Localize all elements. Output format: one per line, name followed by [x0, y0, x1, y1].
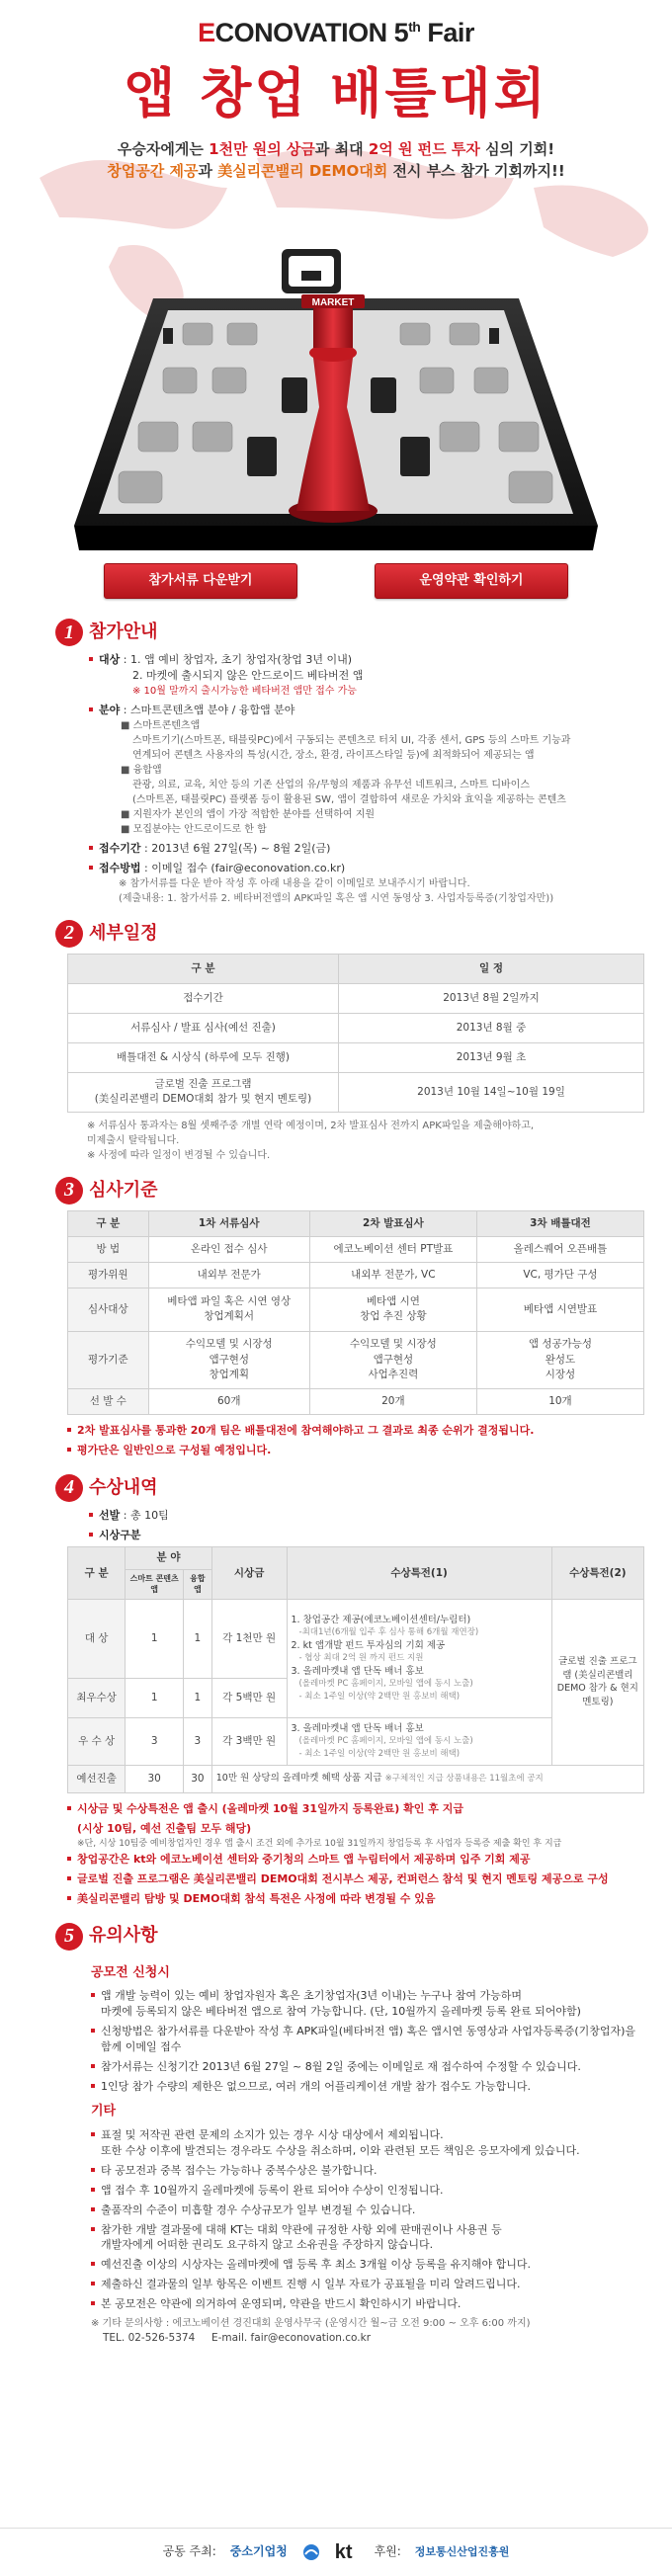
notice-text: 참가한 개발 결과물에 대해 KT는 대회 약관에 규정한 사항 외에 판매권이나 사용권 등 — [101, 2222, 502, 2236]
notice-subtitle-etc: 기타 — [91, 2104, 117, 2119]
awards-note3: 글로벌 진출 프로그램은 美실리콘밸리 DEMO대회 전시부스 제공, 컨퍼런스 참석 및 현지 멘토링 제공으로 구성 — [67, 1871, 644, 1887]
selection-item — [89, 1508, 644, 1524]
special-line: 1. 창업공간 제공(에코노베이션센터/누림터) — [291, 1614, 471, 1625]
prelim-benefit: 10만 원 상당의 올레마켓 혜택 상품 지급 — [215, 1773, 382, 1785]
phone-chessboard-illustration — [54, 229, 618, 555]
notice-item — [91, 2127, 644, 2159]
section-title: 수상내역 — [89, 1476, 158, 1498]
awards-cell — [211, 1765, 643, 1792]
awards-cell: 3 — [184, 1717, 212, 1765]
notice-item: 타 공모전과 중복 접수는 가능하나 중복수상은 불가합니다. — [91, 2163, 644, 2179]
awards-cell: 3 — [126, 1717, 184, 1765]
awards-cell: 1 — [184, 1678, 212, 1717]
criteria-cell: 내외부 전문가, VC — [309, 1262, 476, 1288]
target-note: ※ 10월 말까지 출시가능한 베타버전 앱만 접수 가능 — [132, 685, 357, 697]
criteria-cell: 수익모델 및 시장성 앱구현성 창업계획 — [148, 1331, 309, 1388]
special-line: (올레마켓 PC 홈페이지, 모바일 앱에 동시 노출) — [298, 1678, 473, 1689]
notice-item — [91, 1988, 644, 2020]
target-item — [89, 652, 644, 699]
awards-note2: 창업공간은 kt와 에코노베이션 센터와 중기청의 스마트 앱 누림터에서 제공하며 입주 기회 제공 — [67, 1852, 644, 1868]
awards-header: 융합앱 — [184, 1569, 212, 1599]
section-schedule — [0, 914, 672, 1163]
awards-note1b: (시상 10팀, 예선 진출팀 모두 해당) — [77, 1821, 252, 1835]
footer — [0, 2528, 672, 2576]
criteria-cell: 수익모델 및 시장성 앱구현성 사업추진력 — [309, 1331, 476, 1388]
section-title: 심사기준 — [89, 1179, 158, 1201]
criteria-cell: 20개 — [309, 1388, 476, 1414]
method-note1: ※ 참가서류를 다운 받아 작성 후 아래 내용을 같이 이메일로 보내주시기 바랍니다. — [119, 877, 470, 889]
special-line: - 최소 1주일 이상(약 2백만 원 홍보비 해택) — [298, 1748, 461, 1759]
hero-buttons — [0, 563, 672, 599]
section-awards — [0, 1468, 672, 1907]
section-header — [57, 1917, 644, 1956]
target-label: 대상 — [99, 653, 121, 666]
special-line: - 최소 1주일 이상(약 2백만 원 홍보비 해택) — [298, 1691, 461, 1702]
field-label: 분야 — [99, 703, 121, 716]
awards-note1: 시상금 및 수상특전은 앱 출시 (올레마켓 10월 31일까지 등록완료) 확인 후 지급 — [67, 1801, 644, 1817]
award-type-item — [89, 1528, 644, 1543]
criteria-cell: 온라인 접수 심사 — [148, 1236, 309, 1262]
notice-text: 앱 개발 능력이 있는 예비 창업자원자 혹은 초기창업자(3년 이내)는 누구나 참여 가능하며 — [101, 1989, 522, 2003]
criteria-header: 구 분 — [68, 1210, 149, 1236]
section-participation — [0, 613, 672, 906]
special-line: -최대1년(6개월 입주 후 심사 통해 6개월 재연장) — [298, 1626, 479, 1637]
criteria-cell: 방 법 — [68, 1236, 149, 1262]
hero-line2c: 美실리콘밸리 DEMO대회 — [217, 162, 388, 180]
smba-logo: 중소기업청 — [229, 2544, 288, 2559]
special-line: 2. kt 앱개발 펀드 투자심의 기회 제공 — [291, 1639, 446, 1651]
sponsor-label: 후원: — [374, 2544, 401, 2559]
awards-special1-cell — [287, 1717, 551, 1765]
notice-text: 함께 이메일 접수 — [101, 2040, 182, 2054]
awards-special1-cell — [287, 1599, 551, 1717]
field-item — [89, 703, 644, 837]
method-item — [89, 861, 644, 906]
selection-text: : 총 10팀 — [120, 1508, 169, 1522]
market-sign: MARKET — [311, 297, 355, 308]
awards-note4: 美실리콘밸리 탐방 및 DEMO대회 참석 특전은 사정에 따라 변경될 수 있음 — [67, 1891, 644, 1907]
special-line: (올레마켓 PC 홈페이지, 모바일 앱에 동시 노출) — [298, 1735, 473, 1746]
schedule-note1b: 미제출시 탈락됩니다. — [87, 1134, 180, 1146]
field-smart-content: ■ 스마트콘텐츠앱 — [121, 719, 201, 731]
criteria-cell: 베타앱 파일 혹은 시연 영상 창업계획서 — [148, 1288, 309, 1331]
schedule-cell: 글로벌 진출 프로그램 (美실리콘밸리 DEMO대회 참가 및 현지 멘토링) — [68, 1072, 339, 1112]
awards-cell: 우 수 상 — [68, 1717, 126, 1765]
hero-banner — [0, 0, 672, 603]
special-line: - 협상 최대 2억 원 까지 펀드 지원 — [298, 1652, 424, 1663]
awards-header: 수상특전(2) — [551, 1547, 643, 1599]
brand-text: CONOVATION — [214, 18, 387, 47]
awards-header: 구 분 — [68, 1547, 126, 1599]
selection-label: 선발 — [99, 1508, 121, 1522]
awards-cell: 1 — [126, 1599, 184, 1678]
criteria-cell: 선 발 수 — [68, 1388, 149, 1414]
awards-header: 수상특전(1) — [287, 1547, 551, 1599]
target-2: 2. 마켓에 출시되지 않은 안드로이드 베타버전 앱 — [132, 668, 364, 682]
notice-text: 또한 수상 이후에 발견되는 경우라도 수상을 취소하며, 이와 관련된 모든 책임은 응모자에게 있습니다. — [101, 2143, 580, 2157]
notice-item: 제출하신 결과물의 일부 항목은 이벤트 진행 시 일부 자료가 공표될을 미리 알려드립니다. — [91, 2277, 644, 2292]
schedule-note2: ※ 사정에 따라 일정이 변경될 수 있습니다. — [87, 1149, 271, 1161]
schedule-note1: ※ 서류심사 통과자는 8월 셋째주중 개별 연락 예정이며, 2차 발표심사 전까지 APK파일을 제출해야하고, — [87, 1120, 535, 1131]
notice-text: 개발자에게 어떠한 권리도 요구하지 않고 소유권을 주장하지 않습니다. — [101, 2238, 434, 2252]
section-title: 참가안내 — [89, 621, 158, 642]
notice-subtitle-apply: 공모전 신청시 — [91, 1964, 170, 1980]
hero-brand: ECONOVATION 5th Fair — [198, 18, 474, 47]
awards-cell: 1 — [184, 1599, 212, 1678]
period-item — [89, 841, 644, 857]
section-number: 2 — [55, 920, 83, 948]
section-notices — [0, 1917, 672, 2347]
schedule-cell: 서류심사 / 발표 심사(예선 진출) — [68, 1013, 339, 1042]
notice-item: 본 공모전은 약관에 의거하여 운영되며, 약관을 반드시 확인하시기 바랍니다. — [91, 2296, 644, 2312]
hero-line1e: 심의 기회! — [479, 140, 555, 158]
notice-item: 참가서류는 신청기간 2013년 6월 27일 ~ 8월 2일 중에는 이메일로 재 접수하여 수정할 수 있습니다. — [91, 2059, 644, 2075]
schedule-table — [67, 954, 644, 1113]
awards-cell: 대 상 — [68, 1599, 126, 1678]
notice-item: 1인당 참가 수량의 제한은 없으므로, 여러 개의 어플리케이션 개발 참가 접수도 가능합니다. — [91, 2079, 644, 2095]
awards-special2-cell: 글로벌 진출 프로그램 (美실리콘밸리 DEMO 참가 & 현지 멘토링) — [551, 1599, 643, 1765]
schedule-cell: 2013년 8월 2일까지 — [339, 983, 644, 1013]
field-smart-desc1: 스마트기기(스마트폰, 태블릿PC)에서 구동되는 콘텐츠로 터치 UI, 각종 센서, GPS 등의 스마트 기능과 — [132, 734, 571, 746]
hero-line1d: 2억 원 펀드 투자 — [368, 140, 480, 158]
schedule-header: 구 분 — [68, 954, 339, 983]
notice-text: 마켓에 등록되지 않은 베타버전 앱으로 참여 가능합니다. (단, 10월까지 올레마켓 등록 완료 되어야함) — [101, 2005, 581, 2019]
method-text: : 이메일 접수 (fair@econovation.co.kr) — [140, 861, 346, 874]
period-label: 접수기간 — [99, 841, 141, 855]
section-criteria — [0, 1171, 672, 1458]
awards-cell: 1 — [126, 1678, 184, 1717]
awards-note1c: ※단, 시상 10팀중 예비창업자인 경우 앱 출시 조건 외에 추가로 10월 31일까지 창업등록 후 사업자 등록증 제출 확인 후 지급 — [77, 1838, 562, 1849]
criteria-header: 3차 배틀대전 — [476, 1210, 643, 1236]
contact-tel-email: TEL. 02-526-5374 E-mail. fair@econovation.co.kr — [103, 2332, 372, 2345]
notice-item — [91, 2222, 644, 2254]
awards-cell: 예선진출 — [68, 1765, 126, 1792]
hero-line1a: 우승자에게는 — [117, 140, 210, 158]
section-header — [57, 1171, 644, 1210]
criteria-note2: 평가단은 일반인으로 구성될 예정입니다. — [67, 1443, 644, 1458]
period-text: : 2013년 6월 27일(목) ~ 8월 2일(금) — [140, 841, 331, 855]
field-note2: ■ 모집분야는 안드로이드로 한 함 — [121, 823, 267, 835]
awards-header: 스마트 콘텐츠앱 — [126, 1569, 184, 1599]
field-text: : 스마트콘텐츠앱 분야 / 융합앱 분야 — [120, 703, 295, 716]
awards-cell: 각 3백만 원 — [211, 1717, 287, 1765]
hero-line2b: 과 — [198, 162, 218, 180]
hero-line1b: 1천만 원의 상금 — [209, 140, 315, 158]
download-application-button[interactable]: 참가서류 다운받기 — [104, 563, 297, 599]
awards-table — [67, 1546, 644, 1792]
awards-cell: 30 — [184, 1765, 212, 1792]
criteria-cell: VC, 평가단 구성 — [476, 1262, 643, 1288]
method-note2: (제출내용: 1. 참가서류 2. 베타버전앱의 APK파일 혹은 앱 시연 동영상 3. 사업자등록증(기창업자만)) — [119, 892, 554, 904]
notice-item: 예선진출 이상의 시상자는 올레마켓에 앱 등록 후 최소 3개월 이상 등록을 유지해야 합니다. — [91, 2257, 644, 2273]
edition-suffix: th — [408, 19, 421, 35]
awards-cell: 각 5백만 원 — [211, 1678, 287, 1717]
awards-cell: 최우수상 — [68, 1678, 126, 1717]
criteria-cell: 베타앱 시연 창업 추진 상황 — [309, 1288, 476, 1331]
notice-item: 앱 접수 후 10월까지 올레마켓에 등록이 완료 되어야 수상이 인정됩니다. — [91, 2183, 644, 2199]
awards-header: 시상금 — [211, 1547, 287, 1599]
award-type-label: 시상구분 — [99, 1528, 141, 1541]
field-conv-desc1: 관광, 의료, 교육, 치안 등의 기존 산업의 유/무형의 제품과 유무선 네트워크, 스마트 디바이스 — [132, 779, 530, 790]
field-conv-desc2: (스마트폰, 태블릿PC) 플랫폼 등이 활용된 SW, 앱이 결합하여 새로운 가치와 효익을 제공하는 콘텐츠 — [132, 793, 566, 805]
criteria-cell: 올레스퀘어 오픈배틀 — [476, 1236, 643, 1262]
criteria-note1: 2차 발표심사를 통과한 20개 팀은 배틀대전에 참여해야하고 그 결과로 최종 순위가 결정됩니다. — [67, 1423, 644, 1439]
hero-line2d: 전시 부스 참가 기회까지!! — [387, 162, 565, 180]
fair-label: Fair — [427, 18, 474, 47]
criteria-cell: 내외부 전문가 — [148, 1262, 309, 1288]
hero-line1c: 과 최대 — [314, 140, 369, 158]
awards-cell: 각 1천만 원 — [211, 1599, 287, 1678]
schedule-header: 일 정 — [339, 954, 644, 983]
awards-header: 분 야 — [126, 1547, 211, 1569]
special-line: 3. 올레마켓내 앱 단독 배너 홍보 — [291, 1665, 424, 1677]
smba-emblem-icon — [301, 2542, 321, 2562]
hero-subtitle — [0, 138, 672, 182]
contact-info: ※ 기타 문의사항 : 에코노베이션 경진대회 운영사무국 (운영시간 월~금 오전 9:00 ~ 오후 6:00 까지) — [91, 2318, 531, 2330]
criteria-cell: 베타앱 시연발표 — [476, 1288, 643, 1331]
section-header — [57, 1468, 644, 1508]
section-header — [57, 914, 644, 954]
nipa-logo: 정보통신산업진흥원 — [414, 2545, 510, 2558]
field-note1: ■ 지원자가 본인의 앱이 가장 적합한 분야를 선택하여 지원 — [121, 808, 376, 820]
notice-item — [91, 2024, 644, 2055]
criteria-cell: 심사대상 — [68, 1288, 149, 1331]
criteria-cell: 평가위원 — [68, 1262, 149, 1288]
schedule-cell: 접수기간 — [68, 983, 339, 1013]
awards-cell: 30 — [126, 1765, 184, 1792]
target-1: : 1. 앱 예비 창업자, 초기 창업자(창업 3년 이내) — [120, 653, 353, 666]
host-label: 공동 주최: — [162, 2544, 216, 2559]
schedule-cell: 배틀대전 & 시상식 (하루에 모두 진행) — [68, 1042, 339, 1072]
hero-line2a: 창업공간 제공 — [107, 162, 199, 180]
kt-logo: kt — [334, 2540, 353, 2563]
criteria-cell: 10개 — [476, 1388, 643, 1414]
edition-number: 5 — [393, 18, 409, 47]
criteria-cell: 에코노베이션 센터 PT발표 — [309, 1236, 476, 1262]
section-number: 4 — [55, 1474, 83, 1502]
criteria-cell: 앱 성공가능성 완성도 시장성 — [476, 1331, 643, 1388]
schedule-cell: 2013년 8월 중 — [339, 1013, 644, 1042]
section-title: 유의사항 — [89, 1925, 158, 1947]
hero-title: 앱 창업 배틀대회 — [124, 62, 548, 125]
special-line: 3. 올레마켓내 앱 단독 배너 홍보 — [291, 1722, 424, 1734]
criteria-cell: 평가기준 — [68, 1331, 149, 1388]
field-smart-desc2: 연계되어 콘텐츠 사용자의 특성(시간, 장소, 환경, 라이프스타일 등)에 최적화되어 제공되는 앱 — [132, 749, 535, 761]
notice-text: 표절 및 저작권 관련 문제의 소지가 있는 경우 시상 대상에서 제외됩니다. — [101, 2127, 444, 2141]
notice-item: 출품작의 수준이 미흡할 경우 수상규모가 일부 변경될 수 있습니다. — [91, 2202, 644, 2218]
schedule-cell: 2013년 9월 초 — [339, 1042, 644, 1072]
method-label: 접수방법 — [99, 861, 141, 874]
section-number: 5 — [55, 1923, 83, 1951]
schedule-cell: 2013년 10월 14일~10월 19일 — [339, 1072, 644, 1112]
criteria-header: 1차 서류심사 — [148, 1210, 309, 1236]
view-terms-button[interactable]: 운영약관 확인하기 — [375, 563, 568, 599]
section-number: 3 — [55, 1177, 83, 1205]
section-number: 1 — [55, 619, 83, 646]
section-header — [57, 613, 644, 652]
criteria-cell: 60개 — [148, 1388, 309, 1414]
section-title: 세부일정 — [89, 922, 158, 944]
field-convergence: ■ 융합앱 — [121, 764, 162, 776]
criteria-header: 2차 발표심사 — [309, 1210, 476, 1236]
notice-text: 신청방법은 참가서류를 다운받아 작성 후 APK파일(베타버전 앱) 혹은 앱시연 동영상과 사업자등록증(기창업자)을 — [101, 2025, 636, 2038]
criteria-table — [67, 1210, 644, 1415]
prelim-note: ※구체적인 지급 상품내용은 11월초에 공지 — [384, 1774, 544, 1785]
